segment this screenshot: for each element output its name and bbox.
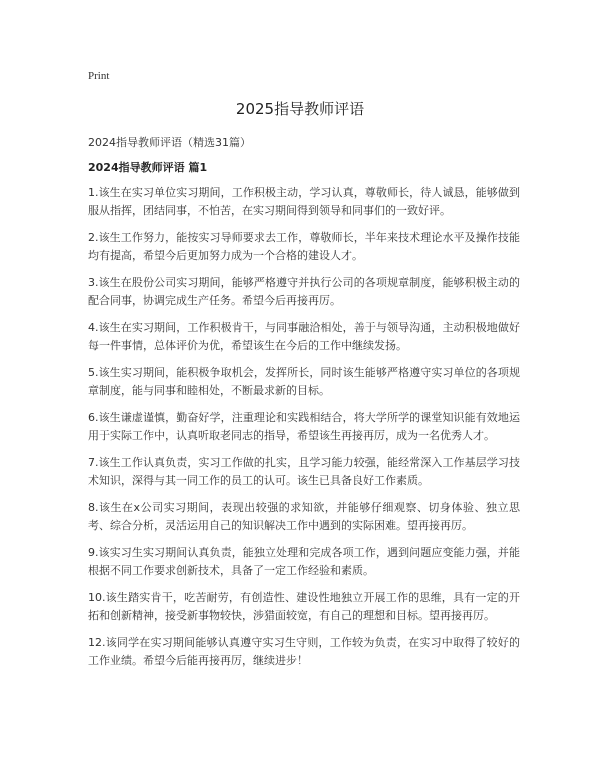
comment-paragraph-7: 7.该生工作认真负责，实习工作做的扎实，且学习能力较强，能经常深入工作基层学习技术知识，深得与其一同工作的员工的认可。该生已具备良好工作素质。 <box>88 456 520 487</box>
comment-paragraph-10: 10.该生踏实肯干，吃苦耐劳，有创造性、建设性地独立开展工作的思维，具有一定的开拓和创新精神，接受新事物较快，涉猎面较宽，有自己的理想和目标。望再接再厉。 <box>88 591 520 622</box>
document-subtitle: 2024指导教师评语（精选31篇） <box>88 136 251 149</box>
comment-paragraph-1: 1.该生在实习单位实习期间，工作积极主动，学习认真，尊敬师长，待人诚恳，能够做到服从指挥，团结同事，不怕苦，在实习期间得到领导和同事们的一致好评。 <box>88 186 520 217</box>
comment-paragraph-5: 5.该生实习期间，能积极争取机会，发挥所长，同时该生能够严格遵守实习单位的各项规章制度，能与同事和睦相处，不断最求新的目标。 <box>88 366 520 397</box>
comment-paragraph-4: 4.该生在实习期间，工作积极肯干，与同事融洽相处，善于与领导沟通，主动积极地做好每一件事情，总体评价为优，希望该生在今后的工作中继续发扬。 <box>88 321 520 352</box>
comment-paragraph-9: 9.该实习生实习期间认真负责，能独立处理和完成各项工作，遇到问题应变能力强，并能根据不同工作要求创新技术，具备了一定工作经验和素质。 <box>88 546 520 577</box>
page-title: 2025指导教师评语 <box>235 100 365 118</box>
comment-paragraph-3: 3.该生在股份公司实习期间，能够严格遵守并执行公司的各项规章制度，能够积极主动的配合同事，协调完成生产任务。希望今后再接再厉。 <box>88 276 520 307</box>
section-heading: 2024指导教师评语 篇1 <box>88 161 208 174</box>
comment-paragraph-8: 8.该生在x公司实习期间，表现出较强的求知欲，并能够仔细观察、切身体验、独立思考、综合分析，灵活运用自己的知识解决工作中遇到的实际困难。望再接再厉。 <box>88 501 520 532</box>
print-link[interactable]: Print <box>88 70 110 82</box>
document-body <box>88 134 520 679</box>
comment-paragraph-2: 2.该生工作努力，能按实习导师要求去工作，尊敬师长，半年来技术理论水平及操作技能均有提高，希望今后更加努力成为一个合格的建设人才。 <box>88 231 520 262</box>
comment-paragraph-6: 6.该生谦虚谨慎，勤奋好学，注重理论和实践相结合，将大学所学的课堂知识能有效地运用于实际工作中，认真听取老同志的指导，希望该生再接再厉，成为一名优秀人才。 <box>88 411 520 442</box>
comment-paragraph-12: 12.该同学在实习期间能够认真遵守实习生守则，工作较为负责，在实习中取得了较好的工作业绩。希望今后能再接再厉，继续进步！ <box>88 636 520 667</box>
